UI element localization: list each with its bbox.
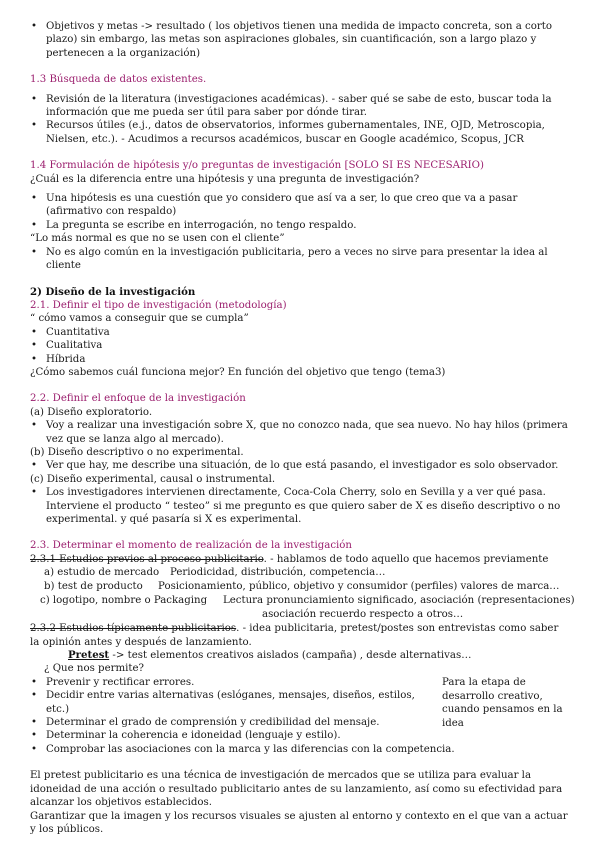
s232-line [30,622,570,649]
section-2-3-title: 2.3. Determinar el momento de realización de la investigación [30,540,352,552]
s231-row-desc: Lectura pronunciamiento significado, asociación (representaciones) [223,595,575,607]
s22-a-bullet: • Voy a realizar una investigación sobre X, que no conozco nada, que sea nuevo. No hay hilos (primera vez que se lanza algo al mercado). [30,419,570,446]
pretest-question: ¿ Que nos permite? [44,663,144,675]
s14-bullet: • La pregunta se escribe en interrogación, no tengo respaldo. [30,219,570,232]
s14-bullet: • No es algo común en la investigación publicitaria, pero a veces no sirve para presentar la idea al cliente [30,246,570,273]
s22-b: (b) Diseño descriptivo o no experimental. [30,446,244,458]
pretest-line [30,649,570,662]
s231-row [30,594,575,608]
s21-quote: “ cómo vamos a conseguir que se cumpla” [30,313,249,325]
s22-a: (a) Diseño exploratorio. [30,406,153,418]
s231-rest: . - hablamos de todo aquello que hacemos previamente [263,553,549,565]
s231-cont: asociación recuerdo respecto a otros… [262,609,464,621]
closing-paragraph: Garantizar que la imagen y los recursos visuales se ajusten al entorno y contexto en el que van a actuar y los públicos. [30,810,568,835]
s21-bullet: • Cuantitativa [30,326,570,339]
intro-bullet: • Objetivos y metas -> resultado ( los objetivos tienen una medida de impacto concreta, son a corto plazo) sin embargo, las metas son aspiraciones globales, sin cuantificación, son a largo plazo y pertenecen a la organización) [30,20,570,60]
pretest-side-note: Para la etapa de desarrollo creativo, cuando pensamos en la idea [442,677,563,729]
pretest-bullet: • Comprobar las asociaciones con la marca y las diferencias con la competencia. [30,743,430,756]
section-2-2-title: 2.2. Definir el enfoque de la investigación [30,393,246,405]
s14-quote: “Lo más normal es que no se usen con el cliente” [30,233,285,245]
document-page [30,20,575,836]
pretest-word: Pretest [68,649,110,662]
s22-c: (c) Diseño experimental, causal o instrumental. [30,473,276,485]
s231-row-desc: Periodicidad, distribución, competencia… [170,567,386,579]
s21-bullet: • Cualitativa [30,339,570,352]
section-1-3-title: 1.3 Búsqueda de datos existentes. [30,74,207,86]
s231-row-cont [30,608,570,622]
section-2-1-title: 2.1. Definir el tipo de investigación (metodología) [30,299,287,311]
pretest-block [30,662,570,756]
s231-row-label: a) estudio de mercado [44,567,160,579]
pretest-bullet: • Determinar la coherencia e idoneidad (lenguaje y estilo). [30,729,430,742]
closing-paragraph: El pretest publicitario es una técnica de investigación de mercados que se utiliza para evaluar la idoneidad de una acción o resultado publicitario antes de su lanzamiento, así como su efectividad para alcanzar los objetivos establecidos. [30,770,563,809]
s231-row [30,566,570,580]
s231-strike: 2.3.1 Estudios previos al proceso publicitario [30,553,264,565]
section-2-title: 2) Diseño de la investigación [30,285,196,298]
s21-bullet: • Híbrida [30,353,570,366]
s232-rest: . - idea publicitaria, pretest/postes son entrevistas como saber la opinión antes y después de lanzamiento. [30,623,559,648]
s231-row-desc: Posicionamiento, público, objetivo y consumidor (perfiles) valores de marca… [158,581,560,593]
s22-b-bullet: • Ver que hay, me describe una situación, de lo que está pasando, el investigador es solo observador. [30,459,570,472]
s14-bullet: • Una hipótesis es una cuestión que yo considero que así va a ser, lo que creo que va a pasar (afirmativo con respaldo) [30,192,570,219]
s21-question: ¿Cómo sabemos cuál funciona mejor? En función del objetivo que tengo (tema3) [30,366,446,378]
s22-c-bullet: • Los investigadores intervienen directamente, Coca-Cola Cherry, solo en Sevilla y a ver qué pasa. Interviene el producto “ testeo” si me pregunto es que quiero saber de X es diseño descriptivo o no experimental. y qué pasaría si X es experimental. [30,486,570,526]
pretest-bullet: • Determinar el grado de comprensión y credibilidad del mensaje. [30,716,430,729]
section-1-4-title: 1.4 Formulación de hipótesis y/o preguntas de investigación [SOLO SI ES NECESARIO) [30,160,484,172]
pretest-rest: -> test elementos creativos aislados (campaña) , desde alternativas… [109,650,472,662]
s232-strike: 2.3.2 Estudios típicamente publicitarios [30,623,237,635]
s231-row-label: c) logotipo, nombre o Packaging [40,595,208,607]
pretest-bullet: • Decidir entre varias alternativas (eslóganes, mensajes, diseños, estilos, etc.) [30,689,430,716]
s231-row [30,580,570,594]
s231-row-label: b) test de producto [44,581,143,593]
pretest-bullet: • Prevenir y rectificar errores. [30,676,430,689]
s14-question: ¿Cuál es la diferencia entre una hipótesis y una pregunta de investigación? [30,173,420,185]
s13-bullet: • Recursos útiles (e.j., datos de observatorios, informes gubernamentales, INE, OJD, Metroscopia, Nielsen, etc.). - Acudimos a recursos académicos, buscar en Google académico, Scopus, JCR [30,119,570,146]
s231-line [30,553,570,566]
s13-bullet: • Revisión de la literatura (investigaciones académicas). - saber qué se sabe de esto, buscar toda la información que me pueda ser útil para saber por dónde tirar. [30,93,570,120]
